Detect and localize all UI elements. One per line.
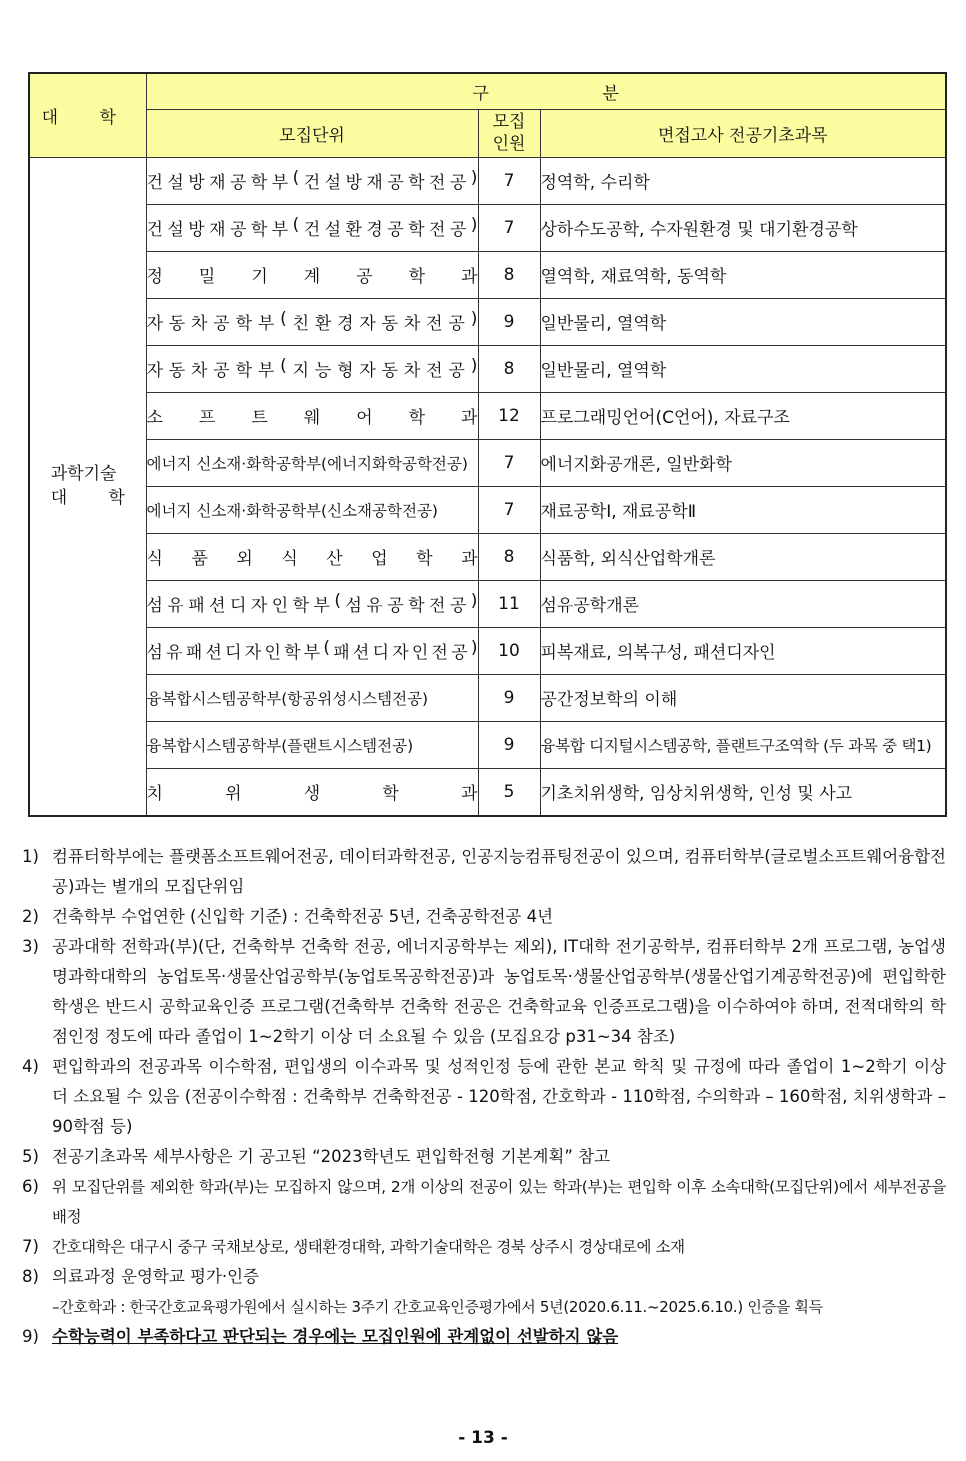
recruit-count: 5 (478, 768, 540, 816)
recruit-unit-label: 자 동 차 공 학 부 ( 지 능 형 자 동 차 전 공 ) (146, 356, 478, 381)
note-text: 위 모집단위를 제외한 학과(부)는 모집하지 않으며, 2개 이상의 전공이 있는 학과(부)는 편입학 이후 소속대학(모집단위)에서 세부전공을 배정 (52, 1178, 946, 1226)
recruit-unit-label: 에너지 신소재·화학공학부(에너지화학공학전공) (146, 454, 468, 473)
note-text: 간호대학은 대구시 중구 국채보상로, 생태환경대학, 과학기술대학은 경북 상주시 경상대로에 소재 (52, 1238, 685, 1256)
note-number: 9) (22, 1327, 39, 1346)
table-row (29, 533, 946, 580)
recruit-count: 10 (478, 627, 540, 674)
recruit-unit (146, 251, 478, 298)
recruit-unit (146, 157, 478, 204)
header-subject: 면접고사 전공기초과목 (540, 109, 946, 157)
college-name-line2: 대 학 (50, 488, 125, 508)
table-row (29, 721, 946, 768)
recruit-unit-label: 에너지 신소재·화학공학부(신소재공학전공) (146, 501, 438, 520)
recruit-unit (146, 580, 478, 627)
interview-subject: 재료공학Ⅰ, 재료공학Ⅱ (540, 486, 946, 533)
interview-subject: 일반물리, 열역학 (540, 345, 946, 392)
header-count (478, 109, 540, 157)
note-number: 1) (22, 847, 39, 866)
table-row (29, 674, 946, 721)
interview-subject: 섬유공학개론 (540, 580, 946, 627)
page-number: - 13 - (458, 1428, 508, 1448)
recruit-count: 8 (478, 533, 540, 580)
recruit-count: 8 (478, 251, 540, 298)
recruit-unit-label: 융복합시스템공학부(항공위성시스템전공) (146, 689, 429, 708)
note-item (22, 932, 946, 1052)
recruit-unit-label: 섬 유 패 션 디 자 인 학 부 ( 패 션 디 자 인 전 공 ) (146, 638, 478, 663)
interview-subject: 에너지화공개론, 일반화학 (540, 439, 946, 486)
recruit-unit (146, 486, 478, 533)
recruit-unit (146, 627, 478, 674)
note-number: 7) (22, 1237, 39, 1256)
recruit-unit-label: 건 설 방 재 공 학 부 ( 건 설 방 재 공 학 전 공 ) (146, 168, 478, 193)
table-row (29, 768, 946, 816)
recruit-unit (146, 204, 478, 251)
table-row (29, 251, 946, 298)
table-row (29, 392, 946, 439)
note-item (22, 1262, 946, 1292)
note-number: 4) (22, 1057, 39, 1076)
recruit-count: 8 (478, 345, 540, 392)
note-number: 2) (22, 907, 39, 926)
recruit-count: 7 (478, 204, 540, 251)
note-item (22, 902, 946, 932)
recruit-unit (146, 674, 478, 721)
recruit-unit-label: 섬 유 패 션 디 자 인 학 부 ( 섬 유 공 학 전 공 ) (146, 591, 478, 616)
interview-subject: 열역학, 재료역학, 동역학 (540, 251, 946, 298)
note-text: 의료과정 운영학교 평가·인증 (52, 1267, 260, 1286)
header-gubun (146, 73, 946, 109)
college-name-line1: 과학기술 (50, 464, 117, 484)
recruit-count: 9 (478, 721, 540, 768)
note-number: 6) (22, 1177, 39, 1196)
table-row (29, 157, 946, 204)
recruit-unit-label: 소 프 트 웨 어 학 과 (146, 408, 478, 428)
table-row (29, 345, 946, 392)
recruit-count: 11 (478, 580, 540, 627)
interview-subject: 프로그래밍언어(C언어), 자료구조 (540, 392, 946, 439)
interview-subject: 기초치위생학, 임상치위생학, 인성 및 사고 (540, 768, 946, 816)
recruit-unit (146, 439, 478, 486)
header-gubun-2: 분 (602, 83, 619, 104)
recruit-count: 9 (478, 298, 540, 345)
recruit-unit-label: 자 동 차 공 학 부 ( 친 환 경 자 동 차 전 공 ) (146, 309, 478, 334)
college-name (29, 157, 146, 816)
table-row (29, 486, 946, 533)
table-row (29, 298, 946, 345)
interview-subject: 일반물리, 열역학 (540, 298, 946, 345)
recruit-unit-label: 건 설 방 재 공 학 부 ( 건 설 환 경 공 학 전 공 ) (146, 215, 478, 240)
interview-subject: 식품학, 외식산업학개론 (540, 533, 946, 580)
table-row (29, 580, 946, 627)
interview-subject: 공간정보학의 이해 (540, 674, 946, 721)
note-text: 전공기초과목 세부사항은 기 공고된 “2023학년도 편입학전형 기본계획” 참고 (52, 1147, 611, 1166)
header-count-line2: 인원 (492, 134, 526, 154)
recruit-count: 12 (478, 392, 540, 439)
note-item (22, 1052, 946, 1142)
interview-subject: 상하수도공학, 수자원환경 및 대기환경공학 (540, 204, 946, 251)
admission-table (28, 72, 947, 817)
recruit-unit-label: 식 품 외 식 산 업 학 과 (146, 549, 478, 569)
header-college: 대 학 (29, 73, 146, 157)
interview-subject: 융복합 디지털시스템공학, 플랜트구조역학 (두 과목 중 택1) (540, 721, 946, 768)
recruit-unit-label: 융복합시스템공학부(플랜트시스템전공) (146, 736, 414, 755)
notes-section (22, 842, 946, 1352)
note-text: 건축학부 수업연한 (신입학 기준) : 건축학전공 5년, 건축공학전공 4년 (52, 907, 554, 926)
recruit-unit (146, 298, 478, 345)
note-item (22, 842, 946, 902)
table-row (29, 439, 946, 486)
header-unit: 모집단위 (146, 109, 478, 157)
note-number: 3) (22, 937, 39, 956)
recruit-unit (146, 533, 478, 580)
recruit-count: 7 (478, 439, 540, 486)
note-subitem: –간호학과 : 한국간호교육평가원에서 실시하는 3주기 간호교육인증평가에서 5년(2020.6.11.~2025.6.10.) 인증을 획득 (52, 1298, 823, 1316)
header-gubun-1: 구 (472, 83, 489, 104)
note-item (22, 1142, 946, 1172)
note-text: 수학능력이 부족하다고 판단되는 경우에는 모집인원에 관계없이 선발하지 않음 (52, 1327, 619, 1346)
recruit-unit (146, 345, 478, 392)
recruit-unit (146, 768, 478, 816)
recruit-unit (146, 721, 478, 768)
interview-subject: 피복재료, 의복구성, 패션디자인 (540, 627, 946, 674)
note-number: 5) (22, 1147, 39, 1166)
note-text: 편입학과의 전공과목 이수학점, 편입생의 이수과목 및 성적인정 등에 관한 본교 학칙 및 규정에 따라 졸업이 1~2학기 이상 더 소요될 수 있음 (전공이수학점 : 건축학부 건축학전공 - 120학점, 간호학과 - 110학점, 수의학과 – 160학점, 치위생학과 – 90학점 등) (52, 1057, 946, 1136)
recruit-count: 9 (478, 674, 540, 721)
note-number: 8) (22, 1267, 39, 1286)
recruit-unit (146, 392, 478, 439)
recruit-count: 7 (478, 486, 540, 533)
recruit-unit-label: 치 위 생 학 과 (146, 784, 478, 804)
recruit-count: 7 (478, 157, 540, 204)
note-text: 컴퓨터학부에는 플랫폼소프트웨어전공, 데이터과학전공, 인공지능컴퓨팅전공이 있으며, 컴퓨터학부(글로벌소프트웨어융합전공)과는 별개의 모집단위임 (52, 847, 946, 896)
interview-subject: 정역학, 수리학 (540, 157, 946, 204)
header-count-line1: 모집 (492, 112, 526, 132)
note-item (22, 1172, 946, 1232)
table-row (29, 627, 946, 674)
recruit-unit-label: 정 밀 기 계 공 학 과 (146, 267, 478, 287)
table-row (29, 204, 946, 251)
note-item (22, 1322, 946, 1352)
note-item (22, 1232, 946, 1262)
note-text: 공과대학 전학과(부)(단, 건축학부 건축학 전공, 에너지공학부는 제외), IT대학 전기공학부, 컴퓨터학부 2개 프로그램, 농업생명과학대학의 농업토목·생물산업공학부(농업토목공학전공)과 농업토목·생물산업공학부(생물산업기계공학전공)에 편입학한 학생은 반드시 공학교육인증 프로그램(건축학부 건축학 전공은 건축학교육 인증프로그램)을 이수하여야 하며, 전적대학의 학점인정 정도에 따라 졸업이 1~2학기 이상 더 소요될 수 있음 (모집요강 p31~34 참조) (52, 937, 946, 1046)
